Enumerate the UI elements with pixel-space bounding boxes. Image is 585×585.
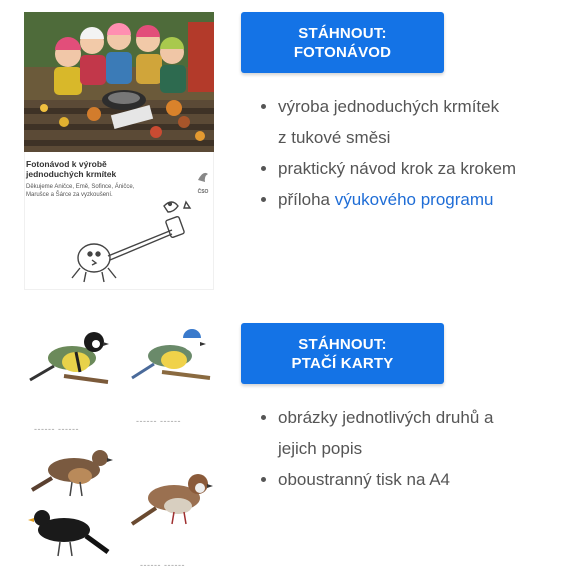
bird-cards-illustration <box>24 320 214 580</box>
download-ptaci-karty-button[interactable] <box>241 323 444 384</box>
list-item: • praktický návod krok za krokem <box>278 153 585 184</box>
doc-title: Fotonávod k výrobě jednoduchých krmítek <box>26 159 117 179</box>
list-item: • obrázky jednotlivých druhů a jejich popis <box>278 402 585 464</box>
children-photo <box>24 12 214 152</box>
vyukovy-program-link[interactable]: výukového programu <box>334 190 494 209</box>
button-label-line1: STÁHNOUT: <box>298 335 387 353</box>
button-label-line2: PTAČÍ KARTY <box>291 354 394 372</box>
fotonavod-feature-list <box>258 91 585 215</box>
button-label-line2: FOTONÁVOD <box>293 43 392 61</box>
list-item: • výroba jednoduchých krmítek z tukové směsi <box>278 91 585 153</box>
doc-subtitle: Děkujeme Aničce, Emě, Sofince, Áničce, Marušce a Šárce za vyzkoušení. <box>26 184 135 198</box>
ptaci-karty-feature-list <box>258 402 585 495</box>
button-label-line1: STÁHNOUT: <box>298 24 387 42</box>
bird-selfie-drawing <box>64 198 204 295</box>
name-blank: ------ ------ <box>136 416 181 426</box>
ptaci-karty-thumbnail[interactable] <box>24 320 214 580</box>
list-item: • oboustranný tisk na A4 <box>278 464 585 495</box>
list-item: • příloha výukového programu <box>278 184 585 215</box>
cso-logo: ČSO <box>194 170 212 195</box>
download-fotonavod-button[interactable] <box>241 12 444 73</box>
fotonavod-thumbnail[interactable] <box>24 12 214 290</box>
name-blank: ------ ------ <box>140 560 185 570</box>
name-blank: ------ ------ <box>34 424 79 434</box>
